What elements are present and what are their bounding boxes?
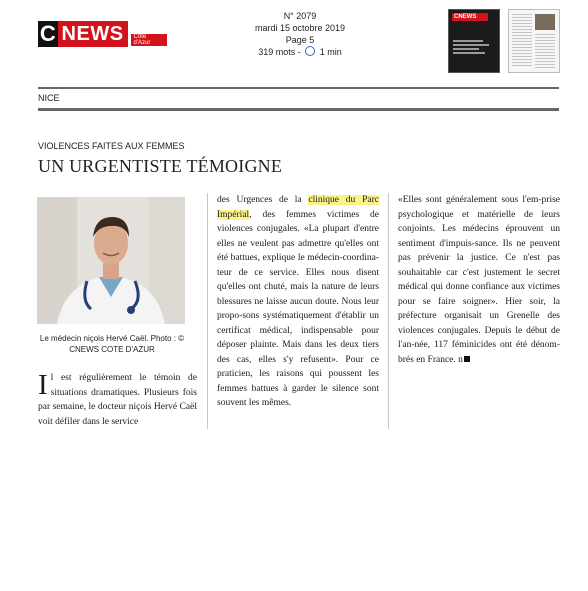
logo-region: Côte d'Azur	[130, 33, 168, 47]
article-meta	[230, 10, 370, 58]
thumbnail-line	[453, 52, 485, 54]
cnews-logo	[38, 21, 168, 47]
column-1-text: l est régulièrement le témoin de situations dramatiques. Plusieurs fois par semaine, le docteur niçois Hervé Caël voit défiler dans le service	[38, 373, 197, 427]
section-label: NICE	[38, 93, 60, 103]
photo-caption: Le médecin niçois Hervé Caël. Photo : © CNEWS COTE D'AZUR	[39, 334, 185, 354]
thumbnail-line	[453, 44, 489, 46]
article-headline: UN URGENTISTE TÉMOIGNE	[38, 156, 283, 176]
thumbnail-photo	[535, 14, 555, 30]
logo-news: NEWS	[58, 21, 128, 47]
word-count-line	[230, 46, 370, 58]
highlighted-clinic-name: clinique du Parc Impérial	[217, 195, 379, 220]
clock-icon	[305, 46, 315, 56]
page-thumbnail[interactable]	[508, 9, 560, 73]
column-divider	[207, 193, 208, 429]
page-number: Page 5	[285, 35, 315, 45]
thumbnail-label: CNEWS	[452, 13, 488, 21]
thumbnail-line	[453, 40, 483, 42]
column-3-text: «Elles sont généralement sous l'em-prise psychologique et matérielle de leurs conjoints. Les médecins éprouvent un sentiment d'impuis-sance. Ils ne peuvent pas prévenir la justice. Ce n'est pas souhaitable car c'est justement le secret médical qui donne confiance aux victimes pour se faire soigner». Hier soir, la préfecture organisait un Grenelle des violences conjugales. Depuis le début de l'an-née, 117 féminicides ont été dénom-brés en France. n	[398, 195, 560, 365]
column-2-text: , des femmes victimes de violences conjugales. «La plupart d'entre elles ne veulent pas admettre qu'elles ont été battues, explique le médecin-coordina-teur de ce service. Elles nous disent qu'elles ont chuté, mais la nature de leurs blessures ne laisse aucun doute. Nous leur propo-sons systématiquement d'établir un certificat médical, indispensable pour déposer plainte. Mais dans les deux tiers des cas, elles s'y refusent». Pour ce praticien, les raisons qui poussent les femmes battues à garder le silence sont souvent les mêmes.	[217, 209, 379, 408]
logo-c: C	[39, 21, 56, 46]
read-time: 1 min	[319, 47, 342, 57]
thumbnail-text-column	[512, 14, 532, 68]
article-column-1	[38, 371, 197, 429]
header-rule-top	[38, 87, 559, 89]
column-2-text-start: des Urgences de la	[217, 195, 309, 205]
column-divider	[388, 193, 389, 429]
article-kicker: VIOLENCES FAITES AUX FEMMES	[38, 141, 185, 151]
thumbnail-text-column	[535, 34, 555, 68]
drop-cap: I	[38, 369, 48, 401]
article-column-3	[398, 193, 560, 367]
word-count: 319 mots -	[258, 47, 301, 57]
header-rule-bottom	[38, 108, 559, 111]
article-column-2	[217, 193, 379, 411]
issue-date: mardi 15 octobre 2019	[254, 23, 346, 33]
doctor-photo	[37, 197, 185, 324]
front-page-thumbnail[interactable]	[448, 9, 500, 73]
thumbnail-line	[453, 48, 479, 50]
issue-number: N° 2079	[283, 11, 317, 21]
end-mark-icon	[464, 356, 470, 362]
